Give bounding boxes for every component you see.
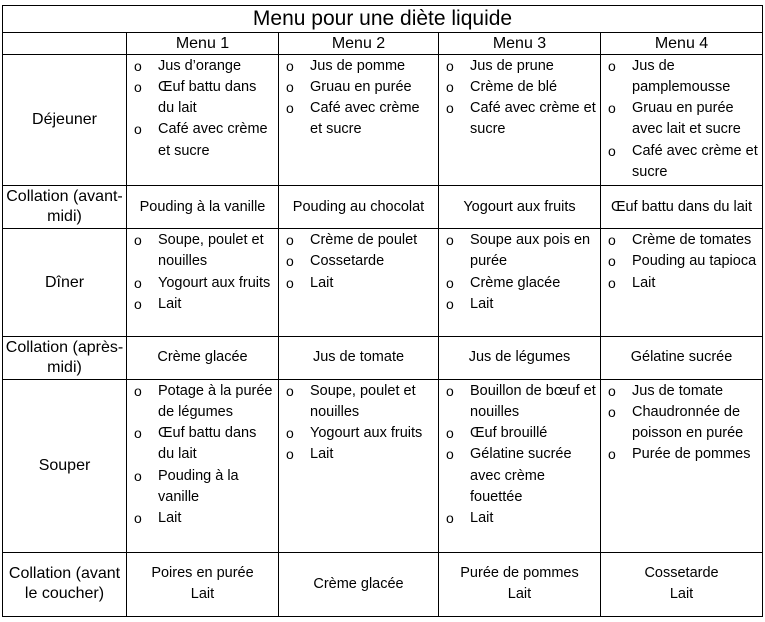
column-header-menu-4: Menu 4	[601, 33, 763, 54]
list-item	[608, 444, 758, 465]
item-text: Jus de tomate	[632, 382, 724, 399]
item-list	[279, 229, 438, 294]
bullet-icon: o	[608, 382, 616, 399]
bullet-icon: o	[286, 100, 294, 117]
list-item	[446, 508, 596, 529]
list-item	[134, 508, 274, 529]
item-text: Pouding à la vanille	[158, 467, 239, 505]
list-item	[446, 423, 596, 444]
bullet-icon: o	[446, 446, 454, 463]
item-text: Purée de pommes	[460, 565, 579, 582]
bullet-icon: o	[286, 232, 294, 249]
cell-collation-avant-coucher-menu-4	[601, 552, 763, 616]
item-text: Crème glacée	[470, 274, 561, 291]
list-item	[608, 98, 758, 140]
item-text: Lait	[470, 510, 494, 526]
item-text: Lait	[669, 586, 694, 603]
item-text: Gélatine sucrée avec crème fouettée	[470, 446, 572, 505]
row-label-collation-apres-midi: Collation (après-midi)	[3, 337, 127, 380]
list-item	[608, 381, 758, 402]
bullet-icon: o	[446, 100, 454, 117]
bullet-icon: o	[286, 425, 294, 442]
list-item	[286, 251, 434, 272]
cell-diner-menu-3	[439, 229, 601, 337]
corner-cell	[3, 33, 127, 54]
item-list	[127, 55, 278, 162]
row-label-collation-avant-midi: Collation (avant-midi)	[3, 186, 127, 229]
list-item	[608, 141, 758, 183]
bullet-icon: o	[134, 295, 142, 312]
item-text: Crème de blé	[470, 79, 558, 96]
cell-collation-avant-midi-menu-4: Œuf battu dans du lait	[601, 186, 763, 229]
cell-diner-menu-1	[127, 229, 279, 337]
list-item	[446, 381, 596, 423]
list-item	[446, 230, 596, 272]
column-header-menu-1: Menu 1	[127, 33, 279, 54]
item-list	[439, 55, 600, 141]
item-text: Crème glacée	[313, 575, 404, 592]
item-list	[279, 55, 438, 141]
bullet-icon: o	[446, 57, 454, 74]
column-header-row	[3, 33, 763, 54]
item-text: Crème de tomates	[632, 232, 752, 249]
list-item	[134, 119, 274, 161]
row-collation-apres-midi	[3, 337, 763, 380]
list-item	[608, 251, 758, 272]
bullet-icon: o	[608, 57, 616, 74]
item-list	[601, 380, 762, 466]
cell-dejeuner-menu-1	[127, 54, 279, 186]
row-souper	[3, 379, 763, 552]
item-text: Jus d’orange	[158, 57, 242, 74]
list-item	[134, 381, 274, 423]
item-list	[439, 229, 600, 315]
bullet-icon: o	[446, 79, 454, 96]
list-item	[286, 423, 434, 444]
cell-dejeuner-menu-3	[439, 54, 601, 186]
row-collation-avant-midi	[3, 186, 763, 229]
row-collation-avant-coucher	[3, 552, 763, 616]
cell-collation-avant-coucher-menu-2	[279, 552, 439, 616]
item-text: Cossetarde	[644, 565, 719, 582]
cell-collation-apres-midi-menu-1: Crème glacée	[127, 337, 279, 380]
list-item	[608, 230, 758, 251]
item-text: Œuf battu dans du lait	[158, 425, 257, 463]
item-text: Soupe, poulet et nouilles	[158, 232, 264, 270]
list-item	[446, 98, 596, 140]
list-item	[286, 98, 434, 140]
bullet-icon: o	[134, 79, 142, 96]
bullet-icon: o	[286, 274, 294, 291]
item-list	[127, 229, 278, 315]
item-text: Jus de pamplemousse	[632, 57, 731, 96]
bullet-icon: o	[446, 295, 454, 312]
bullet-icon: o	[134, 382, 142, 399]
cell-collation-apres-midi-menu-2: Jus de tomate	[279, 337, 439, 380]
list-item	[134, 423, 274, 465]
item-text: Soupe aux pois en purée	[470, 232, 591, 270]
item-text: Lait	[632, 274, 656, 291]
item-text: Chaudronnée de poisson en purée	[632, 403, 744, 442]
item-text: Œuf brouillé	[470, 425, 548, 442]
list-item	[286, 230, 434, 251]
item-text: Lait	[470, 295, 494, 312]
bullet-icon: o	[446, 274, 454, 291]
column-header-menu-2: Menu 2	[279, 33, 439, 54]
row-label-dejeuner: Déjeuner	[3, 54, 127, 186]
bullet-icon: o	[446, 232, 454, 249]
item-text: Potage à la purée de légumes	[158, 382, 273, 420]
bullet-icon: o	[286, 446, 294, 463]
row-label-souper: Souper	[3, 379, 127, 552]
bullet-icon: o	[134, 467, 142, 484]
list-item	[286, 56, 434, 77]
list-item	[446, 444, 596, 508]
cell-collation-avant-midi-menu-3: Yogourt aux fruits	[439, 186, 601, 229]
item-text: Yogourt aux fruits	[158, 274, 271, 291]
list-item	[134, 230, 274, 272]
bullet-icon: o	[134, 121, 142, 138]
item-text: Œuf battu dans du lait	[158, 79, 257, 117]
item-text: Lait	[190, 586, 215, 603]
bullet-icon: o	[134, 232, 142, 249]
list-item	[134, 466, 274, 508]
item-text: Soupe, poulet et nouilles	[310, 382, 416, 420]
row-label-collation-avant-coucher: Collation (avant le coucher)	[3, 552, 127, 616]
item-text: Gruau en purée avec lait et sucre	[632, 100, 741, 138]
row-label-diner: Dîner	[3, 229, 127, 337]
item-text: Cossetarde	[310, 253, 385, 270]
list-item	[134, 273, 274, 294]
list-item	[134, 77, 274, 119]
item-text: Jus de pomme	[310, 57, 406, 74]
item-text: Jus de prune	[470, 57, 554, 74]
item-list	[127, 380, 278, 529]
bullet-icon: o	[286, 79, 294, 96]
item-list	[601, 55, 762, 183]
cell-dejeuner-menu-2	[279, 54, 439, 186]
item-list	[601, 229, 762, 294]
bullet-icon: o	[608, 100, 616, 117]
item-text: Gruau en purée	[310, 79, 412, 96]
cell-collation-avant-midi-menu-1: Pouding à la vanille	[127, 186, 279, 229]
item-text: Lait	[158, 295, 182, 312]
list-item	[446, 77, 596, 98]
cell-collation-avant-coucher-menu-1	[127, 552, 279, 616]
item-list	[439, 380, 600, 529]
bullet-icon: o	[134, 510, 142, 526]
list-item	[446, 273, 596, 294]
table-title: Menu pour une diète liquide	[3, 6, 763, 33]
list-item	[286, 381, 434, 423]
list-item	[286, 444, 434, 465]
row-diner	[3, 229, 763, 337]
cell-souper-menu-1	[127, 379, 279, 552]
cell-diner-menu-4	[601, 229, 763, 337]
bullet-icon: o	[286, 382, 294, 399]
item-text: Café avec crème et sucre	[632, 142, 758, 180]
cell-collation-apres-midi-menu-3: Jus de légumes	[439, 337, 601, 380]
cell-dejeuner-menu-4	[601, 54, 763, 186]
list-item	[608, 402, 758, 444]
bullet-icon: o	[134, 425, 142, 442]
bullet-icon: o	[446, 425, 454, 442]
list-item	[446, 56, 596, 77]
item-list	[279, 380, 438, 466]
bullet-icon: o	[286, 57, 294, 74]
list-item	[446, 294, 596, 315]
list-item	[134, 294, 274, 315]
bullet-icon: o	[608, 446, 616, 463]
list-item	[286, 273, 434, 294]
bullet-icon: o	[134, 57, 142, 74]
item-text: Café avec crème et sucre	[310, 100, 420, 138]
cell-souper-menu-2	[279, 379, 439, 552]
cell-souper-menu-3	[439, 379, 601, 552]
cell-collation-avant-coucher-menu-3	[439, 552, 601, 616]
list-item	[134, 56, 274, 77]
cell-collation-avant-midi-menu-2: Pouding au chocolat	[279, 186, 439, 229]
bullet-icon: o	[608, 274, 616, 291]
column-header-menu-3: Menu 3	[439, 33, 601, 54]
item-text: Bouillon de bœuf et nouilles	[470, 382, 596, 420]
item-text: Café avec crème et sucre	[158, 121, 268, 159]
list-item	[608, 56, 758, 98]
item-text: Lait	[507, 586, 532, 603]
item-text: Pouding au tapioca	[632, 253, 757, 270]
cell-souper-menu-4	[601, 379, 763, 552]
item-text: Purée de pommes	[632, 446, 751, 463]
bullet-icon: o	[446, 382, 454, 399]
bullet-icon: o	[286, 253, 294, 270]
item-text: Café avec crème et sucre	[470, 100, 596, 138]
item-text: Lait	[310, 274, 334, 291]
list-item	[608, 273, 758, 294]
bullet-icon: o	[608, 253, 616, 270]
bullet-icon: o	[446, 510, 454, 526]
item-text: Poires en purée	[151, 565, 254, 582]
bullet-icon: o	[608, 403, 616, 420]
row-dejeuner	[3, 54, 763, 186]
bullet-icon: o	[608, 142, 616, 159]
cell-diner-menu-2	[279, 229, 439, 337]
bullet-icon: o	[134, 274, 142, 291]
liquid-diet-menu-table	[2, 5, 763, 617]
item-text: Yogourt aux fruits	[310, 425, 423, 442]
list-item	[286, 77, 434, 98]
bullet-icon: o	[608, 232, 616, 249]
item-text: Crème de poulet	[310, 232, 418, 249]
cell-collation-apres-midi-menu-4: Gélatine sucrée	[601, 337, 763, 380]
item-text: Lait	[310, 446, 334, 463]
item-text: Lait	[158, 510, 182, 526]
